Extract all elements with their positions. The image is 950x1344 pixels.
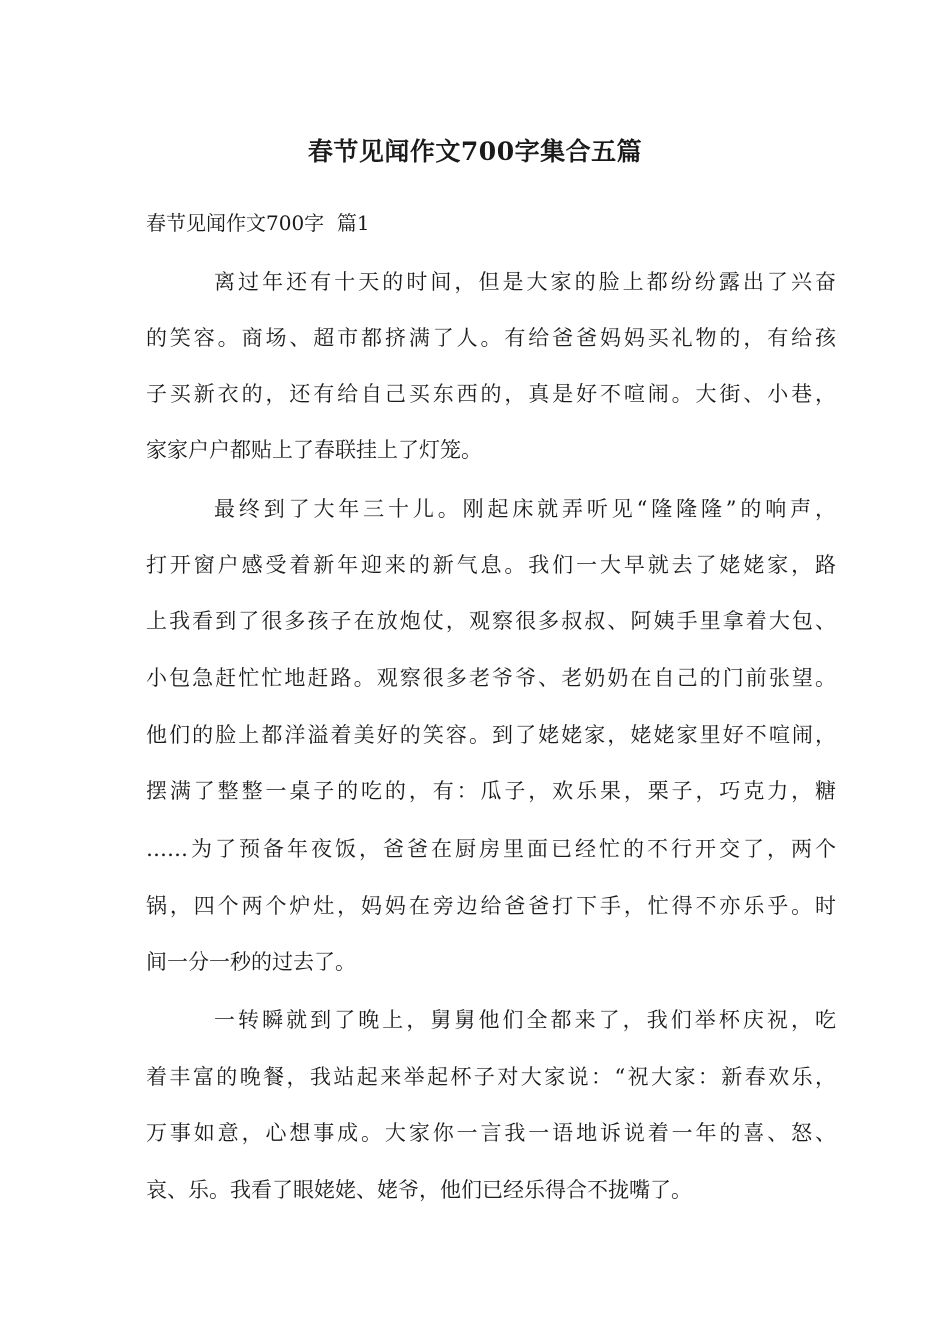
paragraph-line: 哀、乐。我看了眼姥姥、姥爷，他们已经乐得合不拢嘴了。 [146,1178,692,1202]
paragraph-line: 最终到了大年三十儿。刚起床就弄听见“隆隆隆”的响声， [214,497,836,521]
document-title: 春节见闻作文700字集合五篇 [307,137,643,166]
paragraph-line: 他们的脸上都洋溢着美好的笑容。到了姥姥家，姥姥家里好不喧闹， [146,723,836,747]
paragraph-line: 的笑容。商场、超市都挤满了人。有给爸爸妈妈买礼物的，有给孩 [146,326,836,350]
paragraph-line: 万事如意，心想事成。大家你一言我一语地诉说着一年的喜、怒、 [146,1121,836,1145]
paragraph-line: 子买新衣的，还有给自己买东西的，真是好不喧闹。大街、小巷， [146,382,836,406]
section-heading: 春节见闻作文700字 篇1 [146,211,370,235]
paragraph-line: 离过年还有十天的时间，但是大家的脸上都纷纷露出了兴奋 [214,270,836,294]
paragraph-line: 一转瞬就到了晚上，舅舅他们全都来了，我们举杯庆祝，吃 [214,1008,836,1032]
paragraph-line: 锅，四个两个炉灶，妈妈在旁边给爸爸打下手，忙得不亦乐乎。时 [146,894,836,918]
paragraph-line: 间一分一秒的过去了。 [146,950,356,974]
paragraph-line: 着丰富的晚餐，我站起来举起杯子对大家说：“祝大家：新春欢乐， [146,1065,836,1089]
paragraph-line: 小包急赶忙忙地赶路。观察很多老爷爷、老奶奶在自己的门前张望。 [146,666,836,690]
paragraph-line: ……为了预备年夜饭，爸爸在厨房里面已经忙的不行开交了，两个 [146,837,836,861]
paragraph-line: 打开窗户感受着新年迎来的新气息。我们一大早就去了姥姥家，路 [146,553,836,577]
paragraph-line: 家家户户都贴上了春联挂上了灯笼。 [146,438,482,462]
paragraph-line: 上我看到了很多孩子在放炮仗，观察很多叔叔、阿姨手里拿着大包、 [146,609,836,633]
paragraph-line: 摆满了整整一桌子的吃的，有：瓜子，欢乐果，栗子，巧克力，糖 [146,779,836,803]
